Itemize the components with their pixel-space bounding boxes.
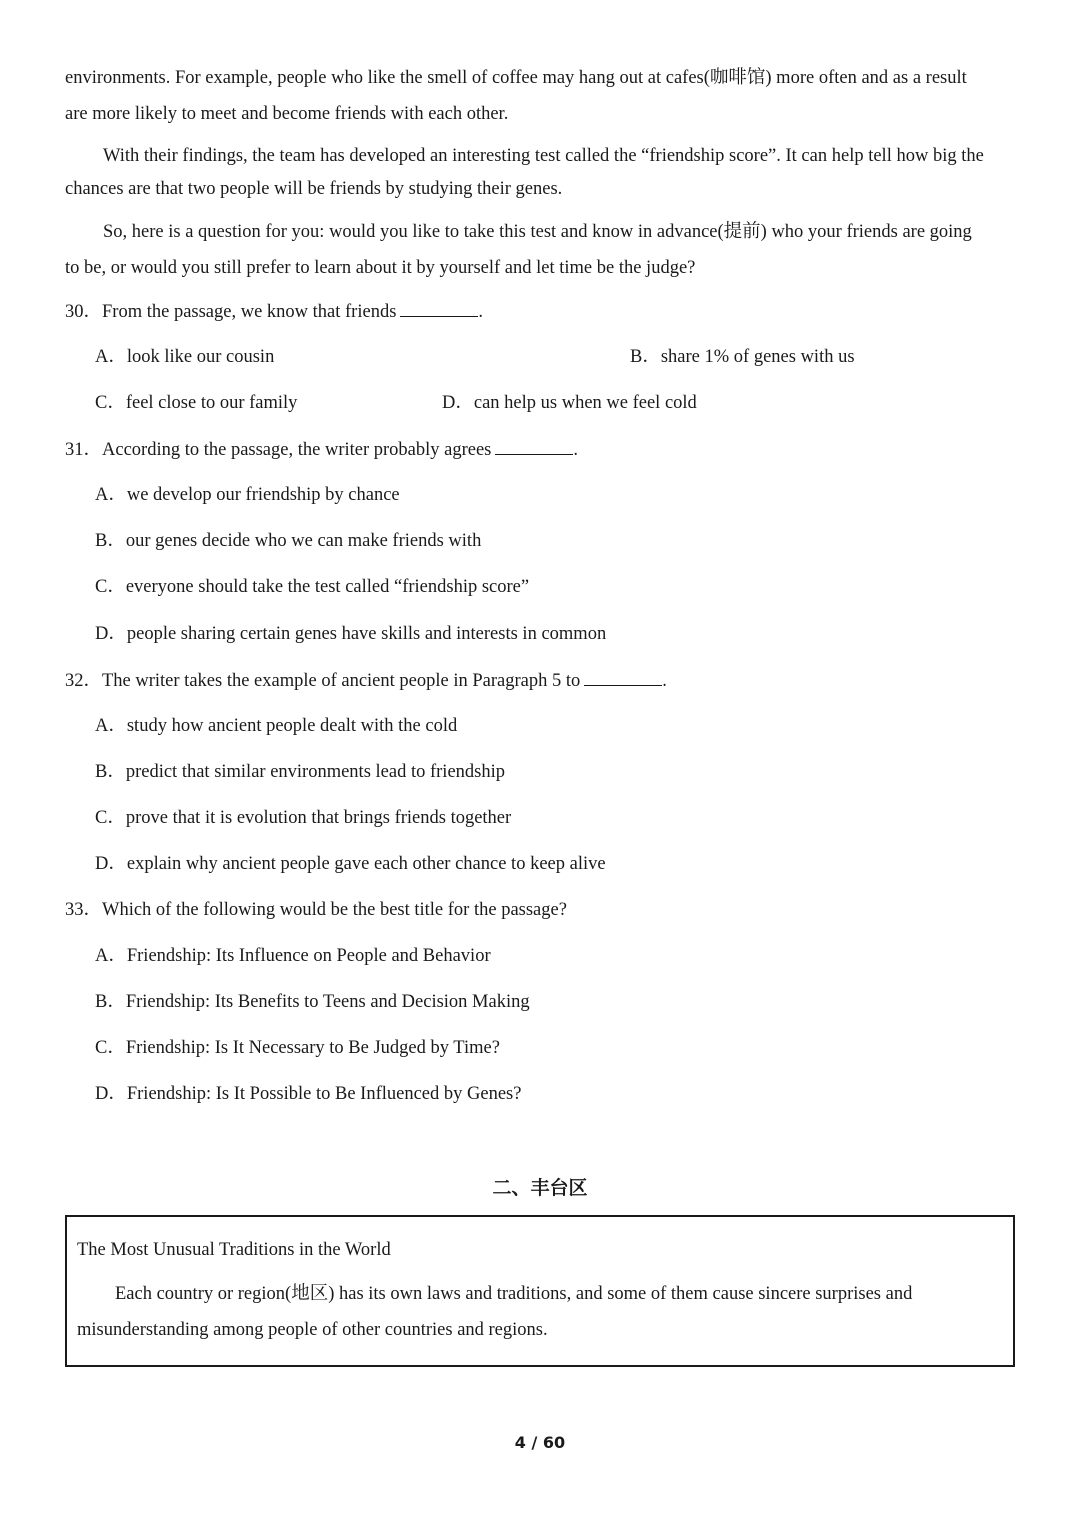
question-31-option-c: C．everyone should take the test called “friendship score” [95,577,530,597]
answer-blank [584,671,662,686]
question-stem-text: 30．From the passage, we know that friends [65,302,397,322]
question-stem-text: 32．The writer takes the example of ancient people in Paragraph 5 to [65,671,581,691]
question-stem-end: . [478,302,484,322]
passage-p1-line2: are more likely to meet and become friends with each other. [65,104,509,124]
question-32-option-a: A．study how ancient people dealt with the cold [95,716,458,736]
question-32-stem [65,671,667,691]
passage-p1-line1: environments. For example, people who like the smell of coffee may hang out at cafes(咖啡馆) more often and as a result [65,68,967,88]
question-stem-text: 31．According to the passage, the writer probably agrees [65,440,492,460]
passage-p3-line1: So, here is a question for you: would you like to take this test and know in advance(提前) who your friends are going [103,222,972,242]
question-stem-end: . [662,671,667,691]
question-30-option-c: C．feel close to our family [95,393,298,413]
passage-box [65,1215,1015,1367]
question-31-option-a: A．we develop our friendship by chance [95,485,400,505]
question-stem-end: . [573,440,579,460]
passage-p2-line1: With their findings, the team has developed an interesting test called the “friendship score”. It can help tell how big the [103,146,984,166]
passage-p3-line2: to be, or would you still prefer to learn about it by yourself and let time be the judge? [65,258,696,278]
question-30-stem [65,302,483,322]
question-31-stem [65,440,578,460]
question-33-stem: 33．Which of the following would be the best title for the passage? [65,900,567,920]
question-33-option-a: A．Friendship: Its Influence on People and Behavior [95,946,491,966]
question-32-option-b: B．predict that similar environments lead to friendship [95,762,505,782]
question-33-option-d: D．Friendship: Is It Possible to Be Influenced by Genes? [95,1084,522,1104]
question-31-option-b: B．our genes decide who we can make friends with [95,531,482,551]
box-title: The Most Unusual Traditions in the World [77,1240,391,1260]
question-30-option-b: B．share 1% of genes with us [630,347,855,367]
box-line2: misunderstanding among people of other countries and regions. [77,1320,548,1340]
section-heading: 二、丰台区 [492,1177,588,1199]
question-30-option-a: A．look like our cousin [95,347,275,367]
question-30-option-d: D．can help us when we feel cold [442,393,697,413]
box-line1: Each country or region(地区) has its own laws and traditions, and some of them cause sincere surprises and [115,1284,913,1304]
passage-p2-line2: chances are that two people will be friends by studying their genes. [65,179,563,199]
question-32-option-c: C．prove that it is evolution that brings friends together [95,808,512,828]
question-31-option-d: D．people sharing certain genes have skills and interests in common [95,624,607,644]
answer-blank [400,302,478,317]
question-33-option-c: C．Friendship: Is It Necessary to Be Judged by Time? [95,1038,500,1058]
answer-blank [495,440,573,455]
question-33-option-b: B．Friendship: Its Benefits to Teens and Decision Making [95,992,530,1012]
question-32-option-d: D．explain why ancient people gave each other chance to keep alive [95,854,606,874]
page-number: 4 / 60 [514,1433,566,1452]
